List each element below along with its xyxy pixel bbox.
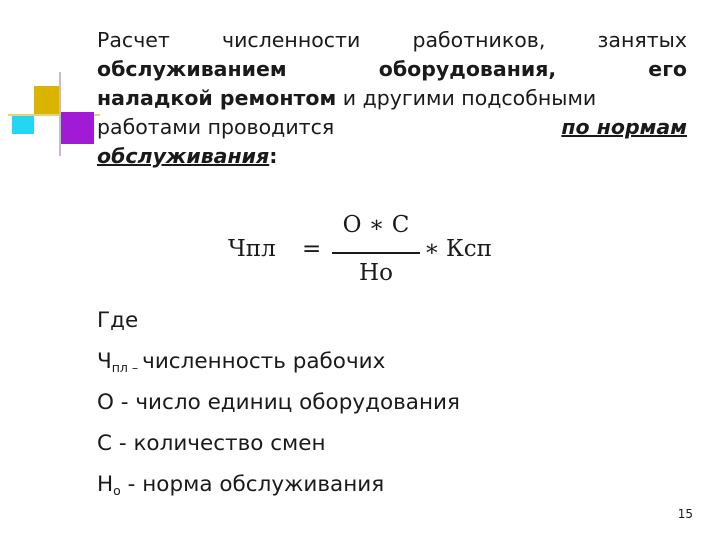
formula-factor: Ксп	[446, 236, 493, 262]
word: оборудования,	[378, 57, 557, 81]
paragraph-line-1	[97, 26, 687, 55]
plain-phrase: и другими подсобными	[336, 86, 597, 110]
page-number: 15	[677, 507, 693, 521]
paragraph-line-3	[97, 84, 687, 113]
symbol: Н	[97, 472, 114, 497]
word: Расчет	[97, 28, 170, 52]
word: численности	[222, 28, 361, 52]
symbol: Ч	[97, 349, 112, 374]
paragraph-line-4	[97, 113, 687, 142]
colon: :	[269, 144, 278, 168]
word: обслуживанием	[97, 57, 287, 81]
word: его	[648, 57, 687, 81]
definition-text: численность рабочих	[142, 349, 386, 374]
definition-o: О - число единиц оборудования	[97, 390, 460, 415]
paragraph-line-5	[97, 142, 687, 171]
emphasis-phrase: обслуживания	[97, 144, 270, 168]
paragraph-line-2	[97, 55, 687, 84]
formula-lhs: Чпл	[228, 236, 276, 262]
formula-denominator: Но	[359, 260, 393, 286]
symbol-subscript: пл	[111, 360, 128, 375]
decor-line-vertical	[59, 72, 61, 156]
definition-s: С - количество смен	[97, 431, 326, 456]
dash: –	[127, 360, 143, 375]
plain-phrase: работами проводится	[97, 115, 335, 139]
staffing-formula	[228, 206, 528, 292]
decor-square-purple	[60, 112, 94, 144]
decor-square-cyan	[12, 116, 34, 134]
symbol-subscript: о	[113, 483, 121, 498]
word: работников,	[412, 28, 546, 52]
definitions-list	[97, 300, 460, 505]
bold-phrase: наладкой ремонтом	[97, 86, 337, 110]
definition-no	[97, 464, 460, 505]
formula-numerator: О ∗ С	[342, 212, 410, 238]
definition-text: - норма обслуживания	[120, 472, 385, 497]
definitions-heading: Где	[97, 308, 139, 333]
emphasis-phrase: по нормам	[561, 115, 687, 139]
intro-paragraph	[97, 26, 687, 171]
fraction-bar	[332, 252, 420, 254]
word: занятых	[597, 28, 687, 52]
definition-chpl	[97, 341, 460, 382]
decor-square-yellow	[34, 86, 60, 114]
formula-equals: =	[302, 236, 322, 262]
formula-multiply: ∗	[424, 236, 440, 262]
